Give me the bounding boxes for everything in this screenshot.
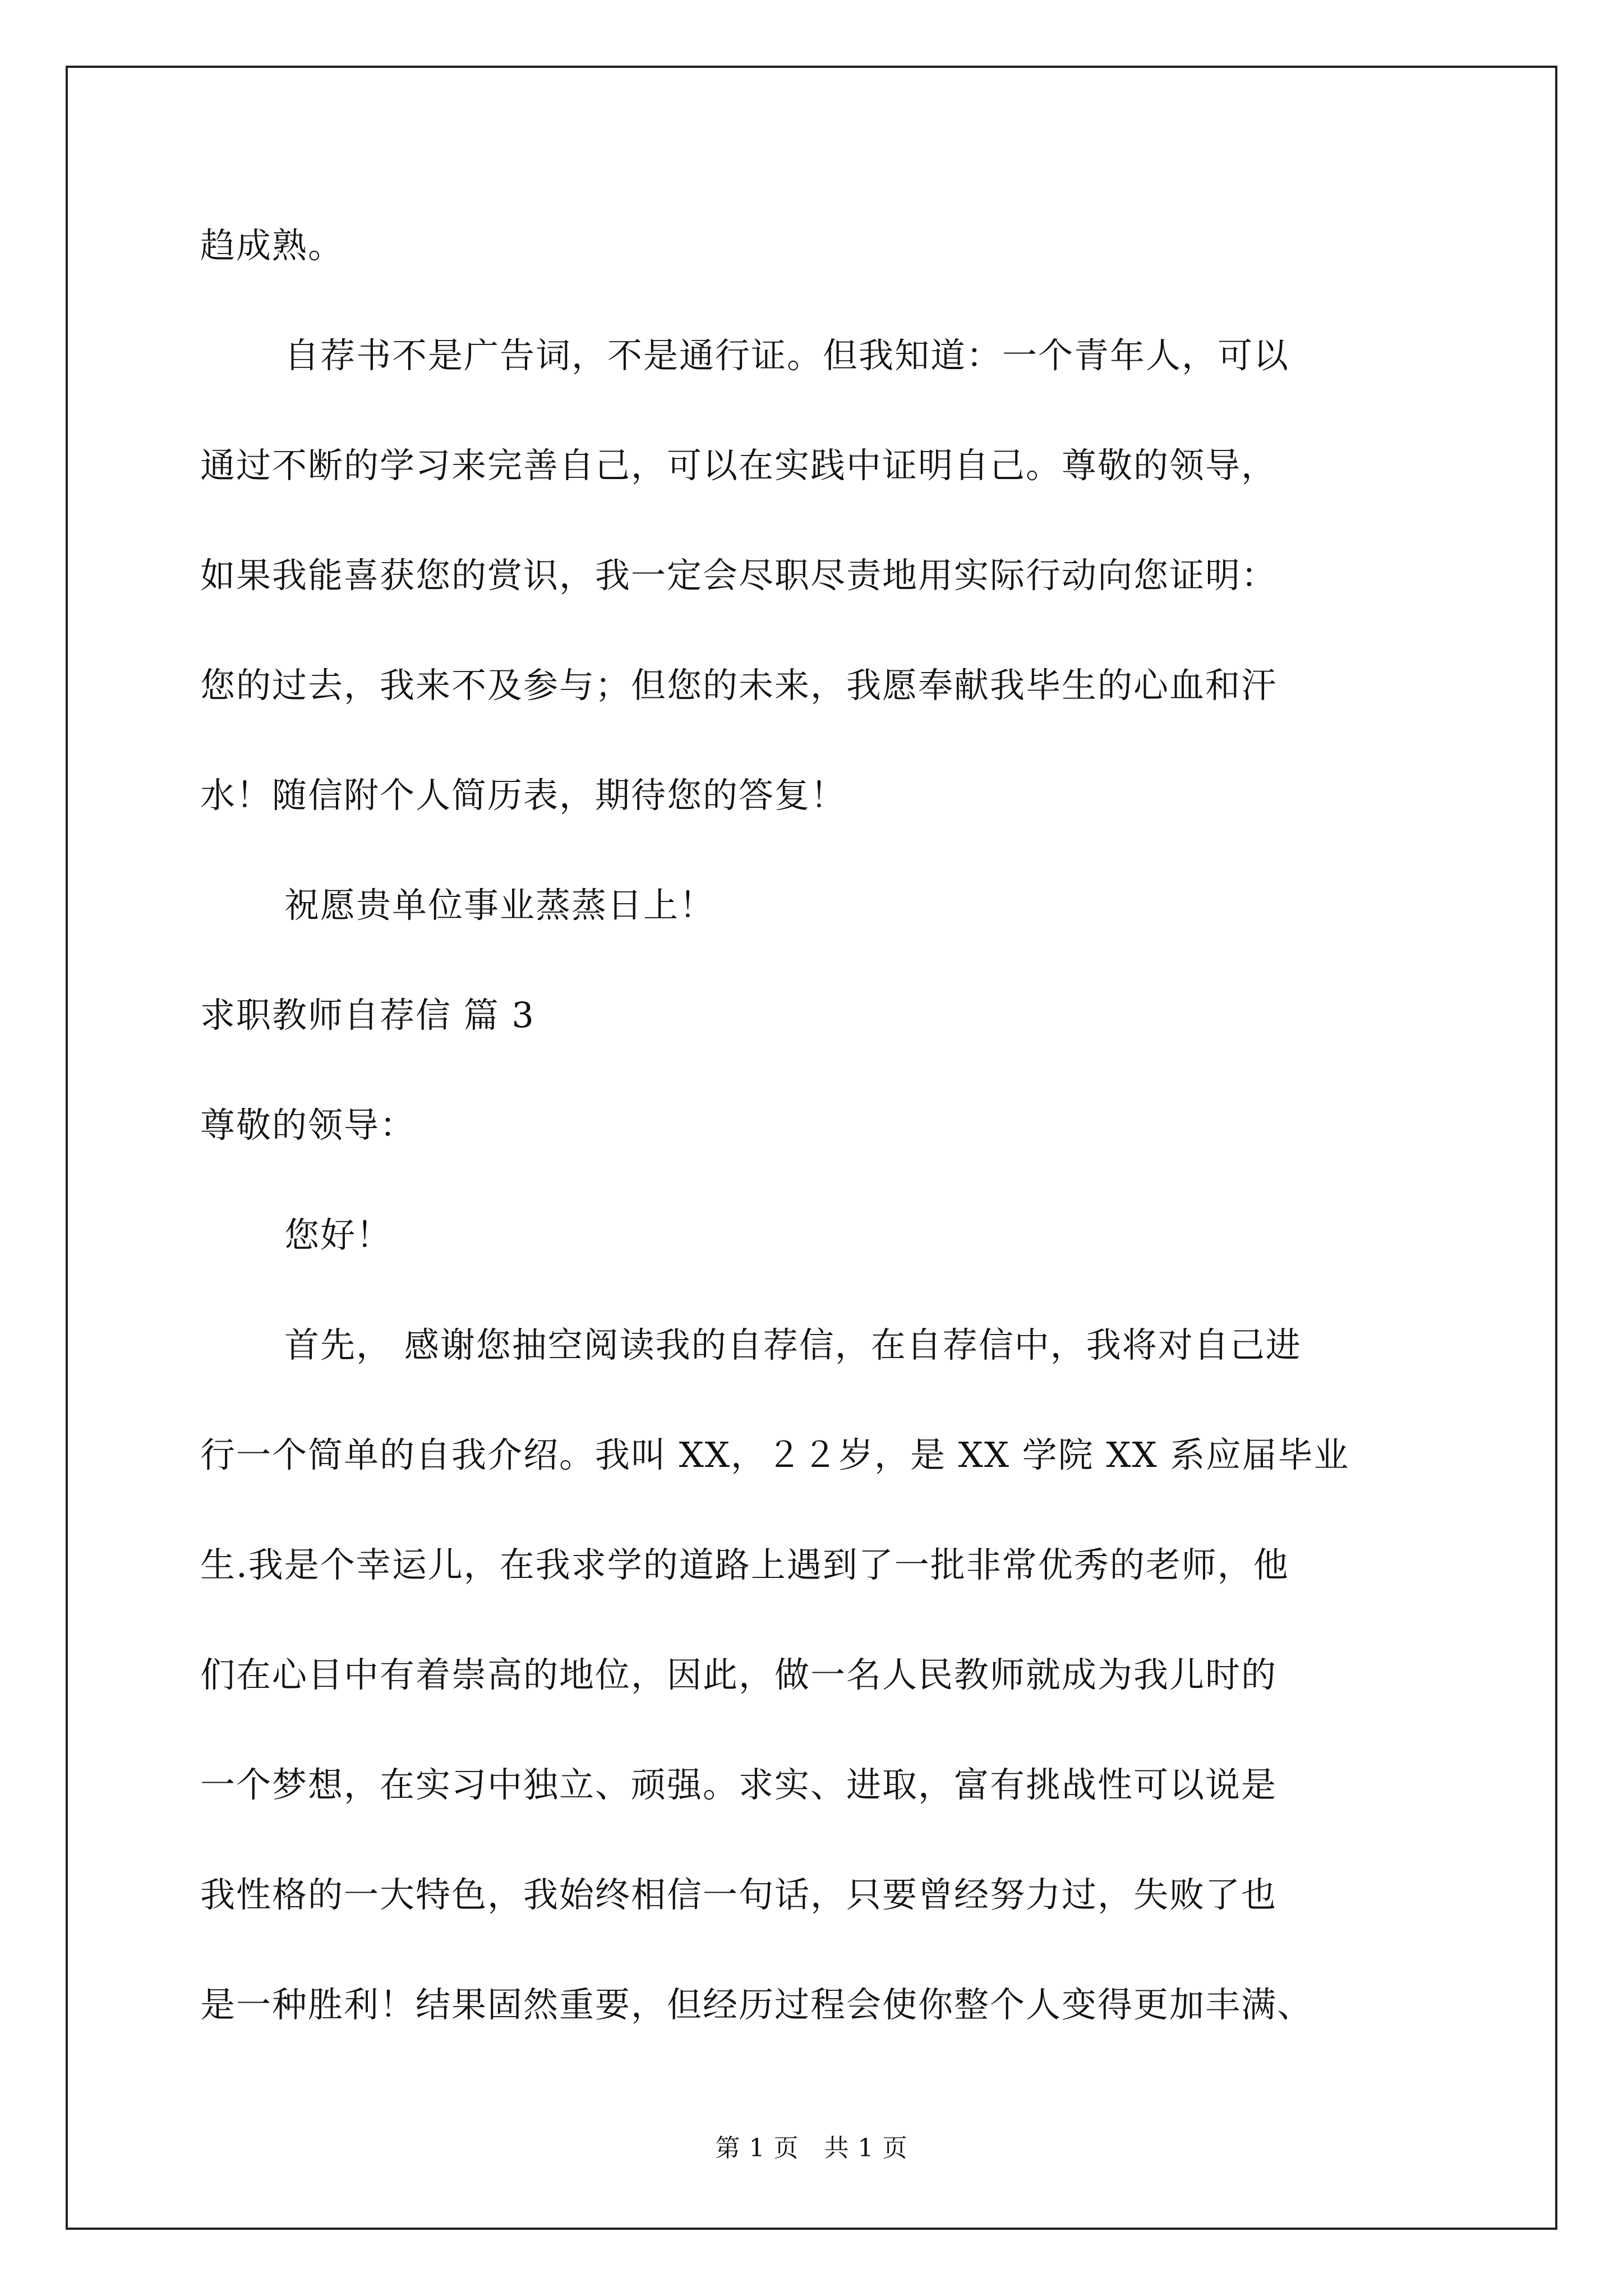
text-line-12: 行一个简单的自我介绍。我叫 XX，２２岁，是 XX 学院 XX 系应届毕业 (200, 1434, 1350, 1475)
text-line-11: 首先， 感谢您抽空阅读我的自荐信，在自荐信中，我将对自己进 (284, 1324, 1302, 1365)
page-number-footer: 第 1 页 共 1 页 (715, 2134, 908, 2162)
text-line-4: 如果我能喜获您的赏识，我一定会尽职尽责地用实际行动向您证明： (200, 555, 1278, 596)
text-line-7: 祝愿贵单位事业蒸蒸日上！ (284, 885, 716, 926)
text-line-3: 通过不断的学习来完善自己，可以在实践中证明自己。尊敬的领导， (200, 445, 1278, 486)
text-line-1: 趋成熟。 (200, 225, 344, 266)
text-line-5: 您的过去，我来不及参与；但您的未来，我愿奉献我毕生的心血和汗 (200, 665, 1278, 706)
section-heading: 求职教师自荐信 篇 3 (200, 995, 535, 1036)
text-line-15: 一个梦想，在实习中独立、顽强。求实、进取，富有挑战性可以说是 (200, 1764, 1278, 1805)
greeting: 您好！ (284, 1214, 393, 1255)
text-line-13: 生.我是个幸运儿，在我求学的道路上遇到了一批非常优秀的老师，他 (200, 1544, 1289, 1585)
text-line-6: 水！随信附个人简历表，期待您的答复！ (200, 775, 847, 816)
text-line-16: 我性格的一大特色，我始终相信一句话，只要曾经努力过，失败了也 (200, 1874, 1278, 1915)
text-line-14: 们在心目中有着崇高的地位，因此，做一名人民教师就成为我儿时的 (200, 1654, 1278, 1695)
text-line-2: 自荐书不是广告词，不是通行证。但我知道：一个青年人，可以 (284, 335, 1290, 376)
salutation: 尊敬的领导： (200, 1105, 416, 1145)
text-line-17: 是一种胜利！结果固然重要，但经历过程会使你整个人变得更加丰满、 (200, 1984, 1313, 2025)
